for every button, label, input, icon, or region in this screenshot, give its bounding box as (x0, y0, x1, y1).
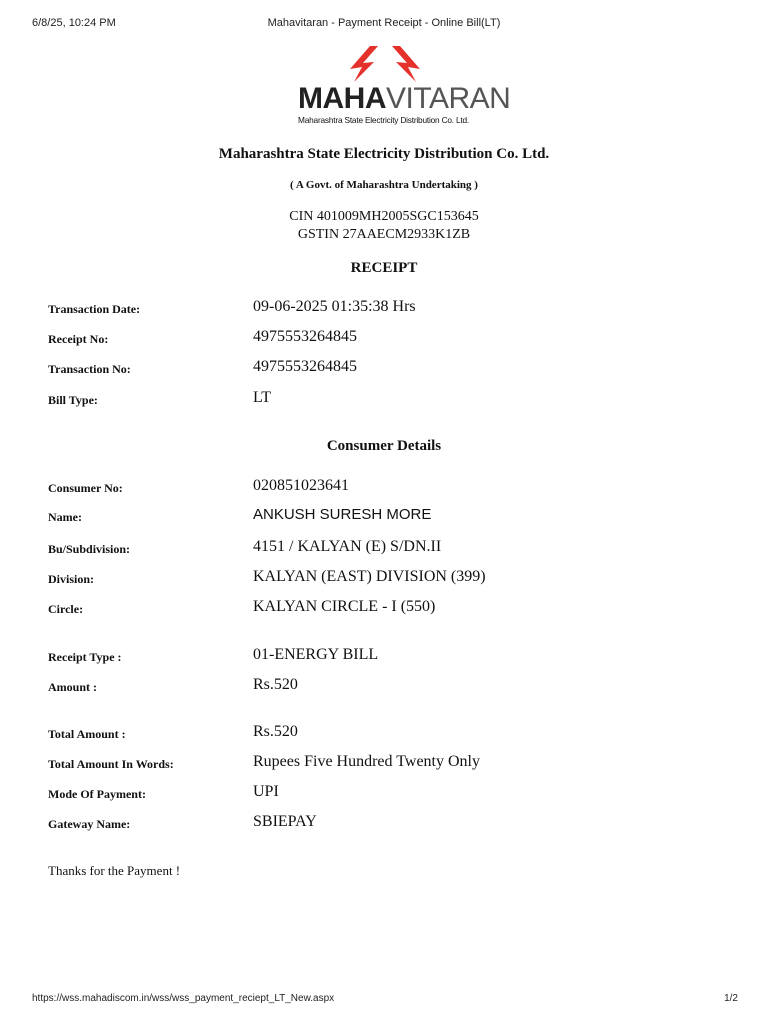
print-page-title: Mahavitaran - Payment Receipt - Online Bill(LT) (267, 17, 501, 29)
thanks-message: Thanks for the Payment ! (48, 863, 181, 878)
division-value: KALYAN (EAST) DIVISION (399) (253, 568, 486, 585)
receipt-type-value: 01-ENERGY BILL (253, 646, 379, 663)
mahavitaran-logo (296, 45, 511, 127)
gateway-name-label: Gateway Name: (48, 817, 131, 831)
gateway-name-value: SBIEPAY (253, 813, 317, 830)
govt-undertaking-note: ( A Govt. of Maharashtra Undertaking ) (290, 179, 478, 191)
bill-type-label: Bill Type: (48, 393, 98, 407)
consumer-no-value: 020851023641 (253, 477, 349, 494)
total-amount-label: Total Amount : (48, 727, 126, 741)
amount-in-words-value: Rupees Five Hundred Twenty Only (253, 753, 480, 770)
name-label: Name: (48, 510, 82, 524)
bu-subdivision-label: Bu/Subdivision: (48, 542, 131, 556)
row-receipt-no (48, 328, 738, 348)
company-name: Maharashtra State Electricity Distribution Co. Ltd. (218, 146, 550, 162)
page-number: 1/2 (724, 993, 738, 1004)
row-transaction-no (48, 358, 738, 378)
circle-value: KALYAN CIRCLE - I (550) (253, 598, 436, 615)
print-footer (0, 993, 768, 1007)
row-name (48, 506, 738, 526)
mode-of-payment-value: UPI (253, 783, 279, 800)
row-consumer-no (48, 477, 738, 497)
row-receipt-type (48, 646, 738, 666)
row-bill-type (48, 389, 738, 409)
brand-tagline: Maharashtra State Electricity Distribution Co. Ltd. (298, 115, 470, 125)
page-url: https://wss.mahadiscom.in/wss/wss_payment_reciept_LT_New.aspx (32, 993, 335, 1004)
amount-label: Amount : (48, 680, 98, 694)
name-value: ANKUSH SURESH MORE (253, 506, 432, 523)
brand-wordmark: MAHAVITARAN (298, 82, 511, 115)
consumer-no-label: Consumer No: (48, 481, 123, 495)
bu-subdivision-value: 4151 / KALYAN (E) S/DN.II (253, 538, 442, 555)
transaction-date-value: 09-06-2025 01:35:38 Hrs (253, 298, 416, 315)
cin-number: CIN 401009MH2005SGC153645 (289, 209, 479, 224)
lightning-bolt-icon (348, 45, 422, 83)
print-datetime: 6/8/25, 10:24 PM (32, 17, 116, 29)
row-division (48, 568, 738, 588)
receipt-no-value: 4975553264845 (253, 328, 357, 345)
row-total-amount (48, 723, 738, 743)
circle-label: Circle: (48, 602, 84, 616)
bill-type-value: LT (253, 389, 272, 406)
row-amount-in-words (48, 753, 738, 773)
gstin-number: GSTIN 27AAECM2933K1ZB (297, 227, 471, 242)
transaction-no-value: 4975553264845 (253, 358, 357, 375)
row-bu-subdivision (48, 538, 738, 558)
transaction-no-label: Transaction No: (48, 362, 131, 376)
amount-in-words-label: Total Amount In Words: (48, 757, 174, 771)
row-transaction-date (48, 298, 738, 318)
total-amount-value: Rs.520 (253, 723, 298, 740)
transaction-date-label: Transaction Date: (48, 302, 141, 316)
row-gateway-name (48, 813, 738, 833)
division-label: Division: (48, 572, 95, 586)
receipt-type-label: Receipt Type : (48, 650, 122, 664)
row-circle (48, 598, 738, 618)
consumer-details-title: Consumer Details (326, 438, 442, 454)
mode-of-payment-label: Mode Of Payment: (48, 787, 146, 801)
receipt-no-label: Receipt No: (48, 332, 109, 346)
row-mode-of-payment (48, 783, 738, 803)
row-amount (48, 676, 738, 696)
receipt-title: RECEIPT (350, 260, 418, 276)
amount-value: Rs.520 (253, 676, 298, 693)
print-header (0, 17, 768, 31)
